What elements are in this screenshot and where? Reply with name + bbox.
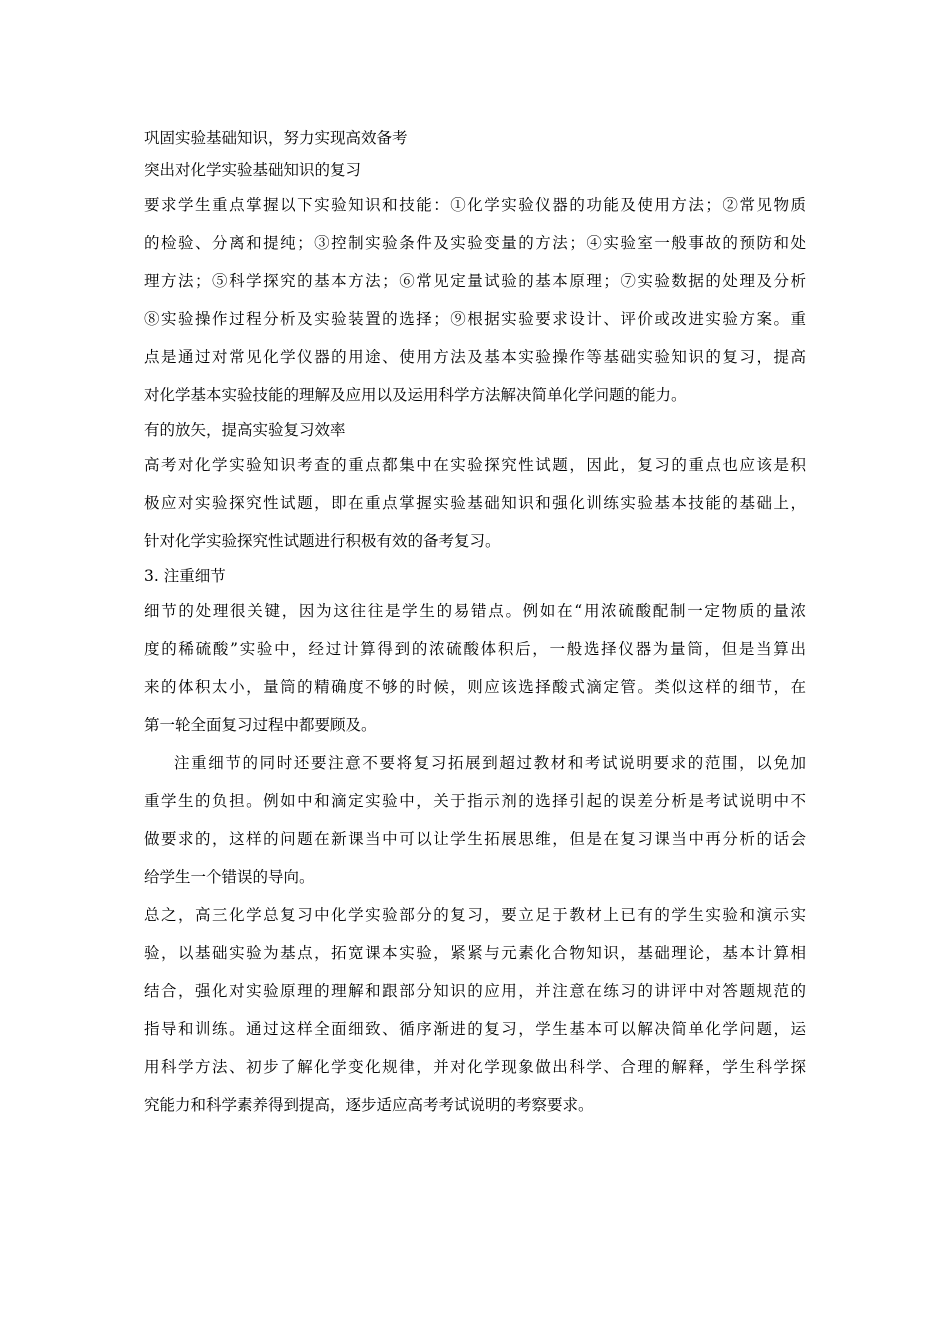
paragraph-line: 极应对实验探究性试题，即在重点掌握实验基础知识和强化训练实验基本技能的基础上， (144, 494, 806, 512)
paragraph-detail-handling (144, 592, 806, 744)
paragraph-line: 度的稀硫酸”实验中，经过计算得到的浓硫酸体积后，一般选择仪器为量筒，但是当算出 (144, 640, 806, 658)
paragraph-line: 要求学生重点掌握以下实验知识和技能：①化学实验仪器的功能及使用方法；②常见物质 (144, 196, 806, 214)
paragraph-line: 第一轮全面复习过程中都要顾及。 (144, 716, 377, 734)
paragraph-line: 理方法；⑤科学探究的基本方法；⑥常见定量试验的基本原理；⑦实验数据的处理及分析 (144, 272, 806, 290)
paragraph-line: 给学生一个错误的导向。 (144, 868, 315, 886)
paragraph-conclusion (144, 896, 806, 1124)
paragraph-line: 的检验、分离和提纯；③控制实验条件及实验变量的方法；④实验室一般事故的预防和处 (144, 234, 806, 252)
paragraph-line: 总之，高三化学总复习中化学实验部分的复习，要立足于教材上已有的学生实验和演示实 (144, 906, 806, 924)
heading-consolidate-basics: 巩固实验基础知识，努力实现高效备考 (144, 129, 408, 147)
paragraph-key-skills (144, 186, 806, 414)
paragraph-line: 重学生的负担。例如中和滴定实验中，关于指示剂的选择引起的误差分析是考试说明中不 (144, 792, 806, 810)
heading-basic-knowledge-review: 突出对化学实验基础知识的复习 (144, 161, 362, 179)
paragraph-line: 细节的处理很关键，因为这往往是学生的易错点。例如在“用浓硫酸配制一定物质的量浓 (144, 602, 806, 620)
paragraph-line: 结合，强化对实验原理的理解和跟部分知识的应用，并注意在练习的讲评中对答题规范的 (144, 982, 806, 1000)
paragraph-line: 针对化学实验探究性试题进行积极有效的备考复习。 (144, 532, 501, 550)
paragraph-exam-focus (144, 446, 806, 560)
paragraph-line: 来的体积太小，量筒的精确度不够的时候，则应该选择酸式滴定管。类似这样的细节，在 (144, 678, 806, 696)
paragraph-line: 做要求的，这样的问题在新课当中可以让学生拓展思维，但是在复习课当中再分析的话会 (144, 830, 806, 848)
paragraph-line: 高考对化学实验知识考查的重点都集中在实验探究性试题，因此，复习的重点也应该是积 (144, 456, 806, 474)
paragraph-line: 对化学基本实验技能的理解及应用以及运用科学方法解决简单化学问题的能力。 (144, 386, 687, 404)
heading-attention-to-detail: 3. 注重细节 (144, 567, 226, 585)
paragraph-line: 注重细节的同时还要注意不要将复习拓展到超过教材和考试说明要求的范围，以免加 (174, 754, 806, 772)
paragraph-line: ⑧实验操作过程分析及实验装置的选择；⑨根据实验要求设计、评价或改进实验方案。重 (144, 310, 806, 328)
paragraph-line: 用科学方法、初步了解化学变化规律，并对化学现象做出科学、合理的解释，学生科学探 (144, 1058, 806, 1076)
paragraph-line: 点是通过对常见化学仪器的用途、使用方法及基本实验操作等基础实验知识的复习，提高 (144, 348, 806, 366)
paragraph-scope-limit (144, 744, 806, 896)
paragraph-line: 究能力和科学素养得到提高，逐步适应高考考试说明的考察要求。 (144, 1096, 594, 1114)
heading-targeted-review: 有的放矢，提高实验复习效率 (144, 421, 346, 439)
paragraph-line: 指导和训练。通过这样全面细致、循序渐进的复习，学生基本可以解决简单化学问题，运 (144, 1020, 806, 1038)
document-body (144, 122, 806, 1124)
paragraph-line: 验，以基础实验为基点，拓宽课本实验，紧紧与元素化合物知识，基础理论，基本计算相 (144, 944, 806, 962)
